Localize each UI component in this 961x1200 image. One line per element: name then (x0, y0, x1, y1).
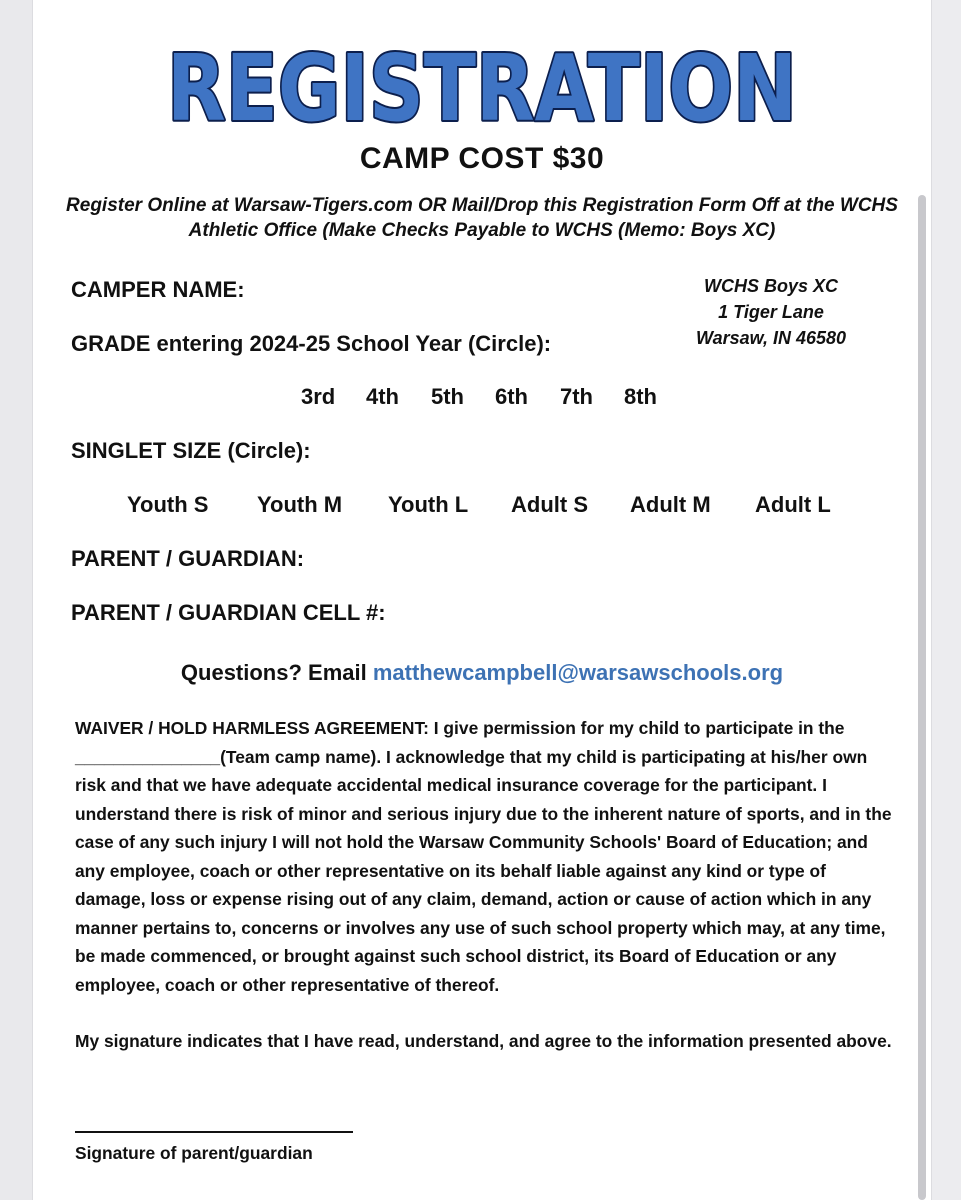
signature-label: Signature of parent/guardian (75, 1143, 313, 1163)
size-option-adult-s: Adult S (511, 492, 588, 517)
parent-guardian-label: PARENT / GUARDIAN: (71, 546, 305, 571)
address-line-2: 1 Tiger Lane (718, 302, 824, 322)
singlet-size-label: SINGLET SIZE (Circle): (71, 438, 311, 463)
size-option-youth-s: Youth S (127, 492, 209, 517)
contact-email-link[interactable]: matthewcampbell@warsawschools.org (372, 660, 784, 685)
camper-name-label: CAMPER NAME: (71, 277, 245, 302)
signature-line[interactable] (75, 1131, 353, 1133)
registration-instructions: Register Online at Warsaw-Tigers.com OR Mail/Drop this Registration Form Off at the WCHS Athletic Office (Make Checks Payable to WCHS (Memo: Boys XC) (66, 195, 898, 241)
grade-option-3rd: 3rd (301, 384, 336, 409)
registration-title-text: REGISTRATION (167, 35, 797, 138)
waiver-text: WAIVER / HOLD HARMLESS AGREEMENT: I give permission for my child to participate in the _______________(Team camp name). I acknowledge that my child is participating at his/her own risk and that we have adequate accidental medical insurance coverage for the participant. I understand there is risk of minor and serious injury due to the inherent nature of sports, and in the case of any such injury I will not hold the Warsaw Community Schools' Board of Education; and any employee, coach or other representative on its behalf liable against any kind or type of damage, loss or expense rising out of any claim, demand, action or cause of action which in any manner pertains to, concerns or involves any use of such school property which may, at any time, be made commenced, or brought against such school district, its Board of Education or any employee, coach or other representative of thereof. (75, 718, 892, 995)
mailing-address (661, 273, 881, 351)
grade-option-4th: 4th (366, 384, 399, 409)
registration-title (33, 28, 931, 138)
size-option-adult-l: Adult L (755, 492, 831, 517)
address-line-3: Warsaw, IN 46580 (695, 328, 847, 348)
size-option-adult-m: Adult M (630, 492, 711, 517)
waiver-section (75, 714, 895, 1056)
grade-label: GRADE entering 2024-25 School Year (Circle): (71, 331, 552, 356)
parent-cell-label: PARENT / GUARDIAN CELL #: (71, 600, 386, 625)
questions-line (33, 660, 931, 686)
grade-option-8th: 8th (624, 384, 657, 409)
scrollbar-thumb[interactable] (918, 195, 926, 1200)
grade-option-7th: 7th (560, 384, 593, 409)
address-line-1: WCHS Boys XC (703, 276, 838, 296)
scrollbar-track (930, 0, 961, 1200)
questions-prefix: Questions? Email (180, 660, 373, 685)
camp-cost: CAMP COST $30 (359, 142, 605, 175)
document-page (32, 0, 932, 1200)
grade-option-5th: 5th (431, 384, 464, 409)
size-option-youth-m: Youth M (257, 492, 343, 517)
grade-option-6th: 6th (495, 384, 528, 409)
size-option-youth-l: Youth L (388, 492, 469, 517)
signature-statement: My signature indicates that I have read, understand, and agree to the information presented above. (75, 1031, 892, 1051)
